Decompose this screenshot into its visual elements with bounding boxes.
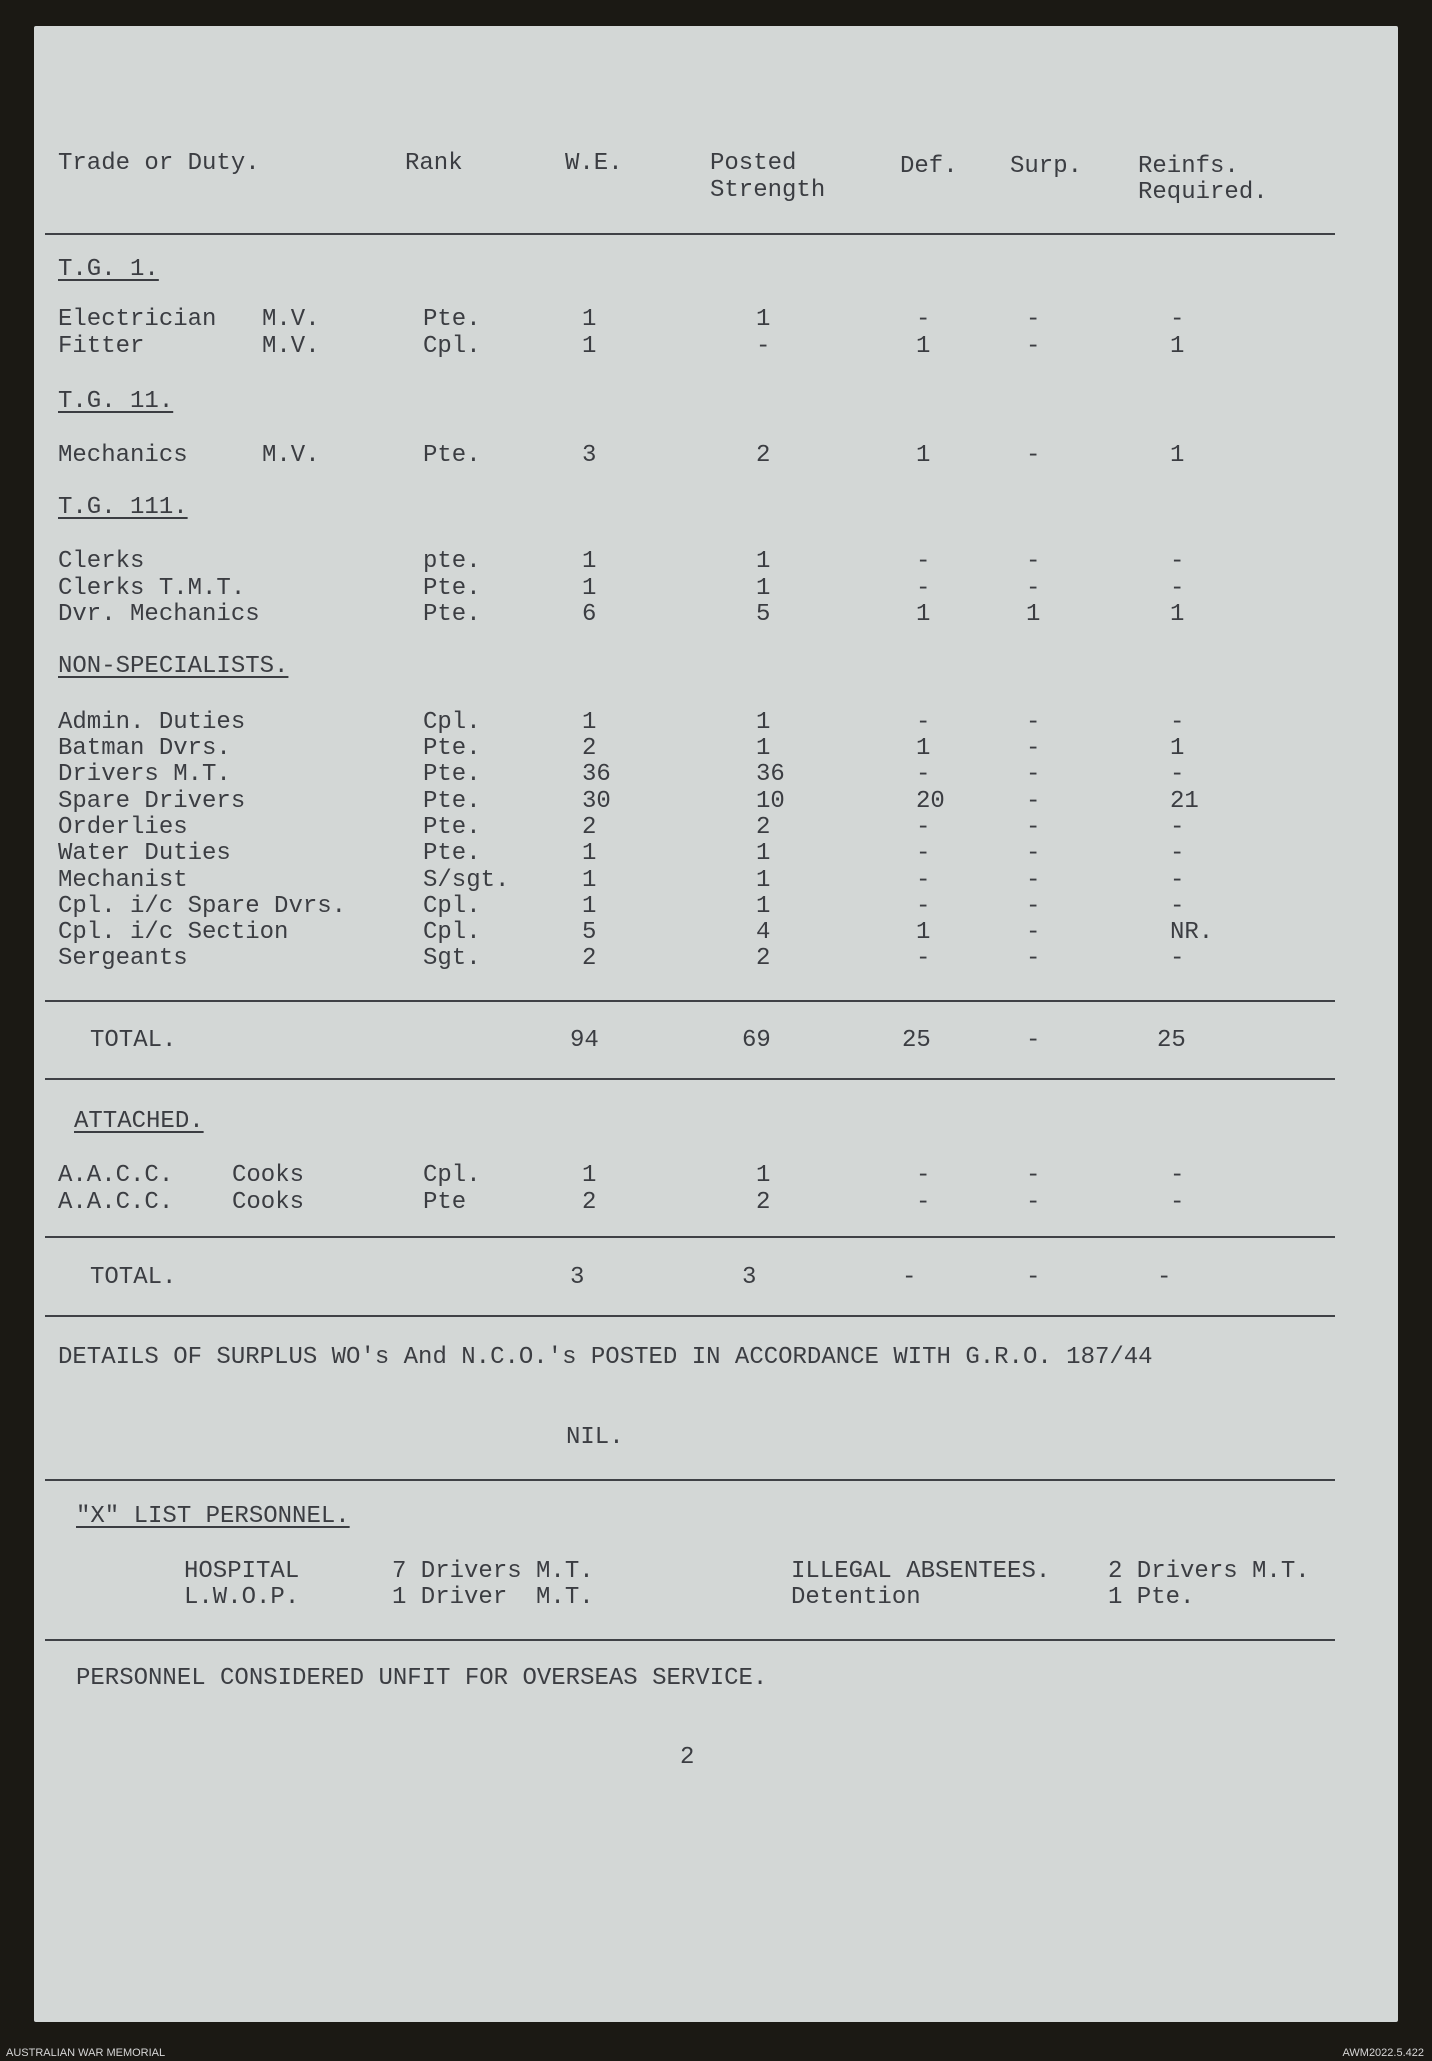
row-we: 1 xyxy=(582,867,597,894)
row-rank: Pte. xyxy=(423,788,481,815)
row-surp: - xyxy=(1026,945,1041,972)
row-posted: 1 xyxy=(756,867,771,894)
row-def: - xyxy=(916,945,931,972)
total-surp: - xyxy=(1026,1027,1041,1054)
section-heading: T.G. 1. xyxy=(58,256,159,283)
row-surp: - xyxy=(1026,548,1041,575)
total-label: TOTAL. xyxy=(90,1027,177,1054)
row-spec: M.V. xyxy=(262,442,320,469)
row-spec: M.V. xyxy=(262,306,320,333)
row-we: 6 xyxy=(582,601,597,628)
xlist-detention-value: 1 Pte. xyxy=(1108,1584,1195,1611)
row-rank: Pte. xyxy=(423,814,481,841)
row-surp: - xyxy=(1026,788,1041,815)
row-spec: Cooks xyxy=(232,1189,305,1216)
row-surp: - xyxy=(1026,575,1041,602)
row-posted: 1 xyxy=(756,840,771,867)
section-heading: T.G. 111. xyxy=(58,494,188,521)
total-surp: - xyxy=(1026,1264,1041,1291)
row-rank: Cpl. xyxy=(423,919,481,946)
total-posted: 3 xyxy=(742,1264,757,1291)
row-we: 30 xyxy=(582,788,611,815)
row-we: 5 xyxy=(582,919,597,946)
row-reinf: - xyxy=(1170,575,1185,602)
row-reinf: - xyxy=(1170,840,1185,867)
surplus-heading: DETAILS OF SURPLUS WO's And N.C.O.'s POSTED IN ACCORDANCE WITH G.R.O. 187/44 xyxy=(58,1344,1153,1371)
row-we: 1 xyxy=(582,709,597,736)
total-we: 3 xyxy=(570,1264,585,1291)
surplus-rule xyxy=(45,1479,1335,1481)
row-we: 1 xyxy=(582,333,597,360)
row-reinf: 21 xyxy=(1170,788,1199,815)
xlist-rule xyxy=(45,1639,1335,1641)
table-rule xyxy=(45,1236,1335,1238)
row-surp: - xyxy=(1026,442,1041,469)
row-def: - xyxy=(916,893,931,920)
row-def: - xyxy=(916,709,931,736)
row-we: 1 xyxy=(582,306,597,333)
row-posted: 1 xyxy=(756,306,771,333)
row-rank: pte. xyxy=(423,548,481,575)
row-trade: Drivers M.T. xyxy=(58,761,231,788)
total-def: 25 xyxy=(902,1027,931,1054)
xlist-detention-label: Detention xyxy=(791,1584,921,1611)
row-reinf: - xyxy=(1170,893,1185,920)
total-we: 94 xyxy=(570,1027,599,1054)
row-reinf: 1 xyxy=(1170,601,1185,628)
total-posted: 69 xyxy=(742,1027,771,1054)
row-surp: - xyxy=(1026,306,1041,333)
row-surp: - xyxy=(1026,814,1041,841)
row-def: 1 xyxy=(916,919,931,946)
row-surp: - xyxy=(1026,761,1041,788)
row-we: 36 xyxy=(582,761,611,788)
row-posted: 5 xyxy=(756,601,771,628)
xlist-lwop-label: L.W.O.P. xyxy=(184,1584,300,1611)
section-heading: ATTACHED. xyxy=(74,1108,204,1135)
row-posted: 36 xyxy=(756,761,785,788)
row-rank: Pte. xyxy=(423,761,481,788)
row-posted: 2 xyxy=(756,442,771,469)
total-reinf: - xyxy=(1157,1264,1172,1291)
row-rank: Pte. xyxy=(423,575,481,602)
row-def: - xyxy=(916,306,931,333)
row-def: - xyxy=(916,867,931,894)
header-rank: Rank xyxy=(405,150,463,177)
header-def: Def. xyxy=(900,153,958,180)
row-rank: Cpl. xyxy=(423,1162,481,1189)
header-we: W.E. xyxy=(565,150,623,177)
row-posted: 1 xyxy=(756,709,771,736)
header-reinfs-1: Reinfs. xyxy=(1138,153,1239,180)
row-reinf: - xyxy=(1170,548,1185,575)
footer-institution: AUSTRALIAN WAR MEMORIAL xyxy=(6,2047,166,2059)
row-trade: Cpl. i/c Spare Dvrs. xyxy=(58,893,347,920)
row-posted: - xyxy=(756,333,771,360)
row-posted: 2 xyxy=(756,1189,771,1216)
table-rule xyxy=(45,1315,1335,1317)
row-trade: A.A.C.C. xyxy=(58,1162,174,1189)
row-we: 1 xyxy=(582,548,597,575)
row-we: 3 xyxy=(582,442,597,469)
xlist-absentees-value: 2 Drivers M.T. xyxy=(1108,1558,1310,1585)
row-trade: Mechanist xyxy=(58,867,188,894)
row-reinf: - xyxy=(1170,709,1185,736)
row-surp: - xyxy=(1026,919,1041,946)
row-def: - xyxy=(916,814,931,841)
row-reinf: - xyxy=(1170,1162,1185,1189)
row-def: - xyxy=(916,1189,931,1216)
row-rank: S/sgt. xyxy=(423,867,510,894)
row-rank: Pte. xyxy=(423,840,481,867)
row-reinf: - xyxy=(1170,814,1185,841)
row-surp: - xyxy=(1026,709,1041,736)
row-rank: Cpl. xyxy=(423,709,481,736)
row-surp: - xyxy=(1026,1189,1041,1216)
row-reinf: - xyxy=(1170,945,1185,972)
row-rank: Pte. xyxy=(423,601,481,628)
row-we: 1 xyxy=(582,840,597,867)
row-reinf: 1 xyxy=(1170,333,1185,360)
row-reinf: - xyxy=(1170,1189,1185,1216)
row-surp: - xyxy=(1026,893,1041,920)
row-posted: 1 xyxy=(756,735,771,762)
row-posted: 4 xyxy=(756,919,771,946)
row-we: 1 xyxy=(582,893,597,920)
surplus-value: NIL. xyxy=(566,1424,624,1451)
row-trade: Electrician xyxy=(58,306,217,333)
total-def: - xyxy=(902,1264,917,1291)
row-spec: M.V. xyxy=(262,333,320,360)
row-spec: Cooks xyxy=(232,1162,305,1189)
header-rule xyxy=(45,233,1335,235)
row-posted: 10 xyxy=(756,788,785,815)
row-rank: Pte. xyxy=(423,735,481,762)
row-def: 1 xyxy=(916,442,931,469)
row-trade: Cpl. i/c Section xyxy=(58,919,289,946)
row-we: 2 xyxy=(582,945,597,972)
row-def: - xyxy=(916,840,931,867)
total-label: TOTAL. xyxy=(90,1264,177,1291)
table-rule xyxy=(45,1078,1335,1080)
row-we: 2 xyxy=(582,814,597,841)
row-posted: 1 xyxy=(756,575,771,602)
row-def: - xyxy=(916,761,931,788)
unfit-heading: PERSONNEL CONSIDERED UNFIT FOR OVERSEAS SERVICE. xyxy=(76,1665,768,1692)
row-def: - xyxy=(916,575,931,602)
xlist-hospital-value: 7 Drivers M.T. xyxy=(392,1558,594,1585)
row-rank: Pte. xyxy=(423,442,481,469)
row-def: 1 xyxy=(916,601,931,628)
row-def: - xyxy=(916,1162,931,1189)
row-reinf: - xyxy=(1170,867,1185,894)
footer-accession-number: AWM2022.5.422 xyxy=(1342,2047,1424,2059)
row-we: 1 xyxy=(582,575,597,602)
row-def: 20 xyxy=(916,788,945,815)
row-trade: Admin. Duties xyxy=(58,709,246,736)
row-trade: Sergeants xyxy=(58,945,188,972)
row-trade: A.A.C.C. xyxy=(58,1189,174,1216)
row-trade: Mechanics xyxy=(58,442,188,469)
row-trade: Fitter xyxy=(58,333,145,360)
xlist-hospital-label: HOSPITAL xyxy=(184,1558,300,1585)
document-page xyxy=(34,26,1398,2022)
header-trade-or-duty: Trade or Duty. xyxy=(58,150,260,177)
section-heading: T.G. 11. xyxy=(58,388,174,415)
row-reinf: - xyxy=(1170,761,1185,788)
row-trade: Clerks xyxy=(58,548,145,575)
section-heading: NON-SPECIALISTS. xyxy=(58,653,289,680)
row-rank: Pte. xyxy=(423,306,481,333)
row-posted: 2 xyxy=(756,814,771,841)
row-posted: 1 xyxy=(756,1162,771,1189)
row-trade: Batman Dvrs. xyxy=(58,735,231,762)
row-reinf: 1 xyxy=(1170,442,1185,469)
row-surp: 1 xyxy=(1026,601,1041,628)
row-posted: 1 xyxy=(756,548,771,575)
row-trade: Dvr. Mechanics xyxy=(58,601,260,628)
row-def: 1 xyxy=(916,735,931,762)
xlist-absentees-label: ILLEGAL ABSENTEES. xyxy=(791,1558,1051,1585)
row-surp: - xyxy=(1026,735,1041,762)
row-trade: Spare Drivers xyxy=(58,788,246,815)
row-we: 2 xyxy=(582,735,597,762)
header-surp: Surp. xyxy=(1010,153,1083,180)
page-number: 2 xyxy=(680,1744,695,1771)
row-surp: - xyxy=(1026,333,1041,360)
row-surp: - xyxy=(1026,1162,1041,1189)
xlist-lwop-value: 1 Driver M.T. xyxy=(392,1584,594,1611)
row-posted: 1 xyxy=(756,893,771,920)
row-def: - xyxy=(916,548,931,575)
row-surp: - xyxy=(1026,840,1041,867)
row-surp: - xyxy=(1026,867,1041,894)
header-reinfs-2: Required. xyxy=(1138,179,1268,206)
header-posted-strength-1: Posted xyxy=(710,150,797,177)
row-trade: Water Duties xyxy=(58,840,231,867)
row-trade: Clerks T.M.T. xyxy=(58,575,246,602)
row-we: 2 xyxy=(582,1189,597,1216)
row-rank: Cpl. xyxy=(423,893,481,920)
table-rule xyxy=(45,1000,1335,1002)
row-rank: Pte xyxy=(423,1189,467,1216)
row-def: 1 xyxy=(916,333,931,360)
row-rank: Sgt. xyxy=(423,945,481,972)
header-posted-strength-2: Strength xyxy=(710,177,826,204)
row-reinf: NR. xyxy=(1170,919,1214,946)
xlist-heading: "X" LIST PERSONNEL. xyxy=(76,1503,350,1530)
row-reinf: 1 xyxy=(1170,735,1185,762)
row-we: 1 xyxy=(582,1162,597,1189)
row-reinf: - xyxy=(1170,306,1185,333)
row-rank: Cpl. xyxy=(423,333,481,360)
row-posted: 2 xyxy=(756,945,771,972)
row-trade: Orderlies xyxy=(58,814,188,841)
total-reinf: 25 xyxy=(1157,1027,1186,1054)
